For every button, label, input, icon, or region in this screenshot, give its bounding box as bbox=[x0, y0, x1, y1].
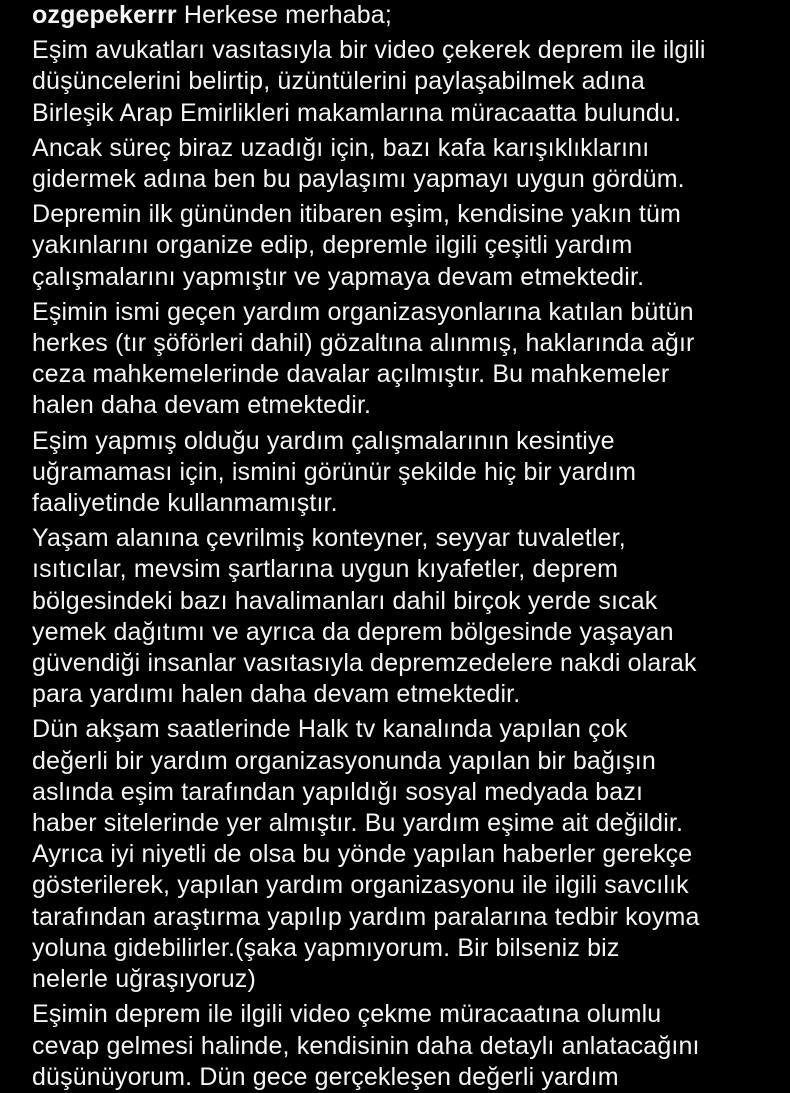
caption-line: Birleşik Arap Emirlikleri makamlarına müracaatta bulundu. bbox=[32, 98, 682, 127]
caption-paragraph bbox=[32, 714, 784, 995]
caption-line: çalışmalarını yapmıştır ve yapmaya devam etmektedir. bbox=[32, 262, 645, 291]
caption-line: Eşimin deprem ile ilgili video çekme müracaatına olumlu bbox=[32, 1000, 662, 1029]
caption-header-line bbox=[32, 0, 784, 31]
caption-line: yakınlarını organize edip, depremle ilgili çeşitli yardım bbox=[32, 231, 633, 260]
caption-line: aslında eşim tarafından yapıldığı sosyal medyada bazı bbox=[32, 777, 644, 806]
caption-line: Dün akşam saatlerinde Halk tv kanalında yapılan çok bbox=[32, 715, 628, 744]
caption-body bbox=[32, 31, 784, 1093]
caption-line: yemek dağıtımı ve ayrıca da deprem bölgesinde yaşayan bbox=[32, 617, 674, 646]
caption-line: Ancak süreç biraz uzadığı için, bazı kafa karışıklıklarını bbox=[32, 133, 650, 162]
caption-line: Eşim yapmış olduğu yardım çalışmalarının kesintiye bbox=[32, 426, 615, 455]
caption-paragraph bbox=[32, 199, 784, 293]
caption-line: haber sitelerinde yer almıştır. Bu yardım eşime ait değildir. bbox=[32, 809, 684, 838]
caption-line: ısıtıcılar, mevsim şartlarına uygun kıyafetler, deprem bbox=[32, 555, 619, 584]
caption-intro-text: Herkese merhaba; bbox=[176, 1, 392, 29]
caption-line: Ayrıca iyi niyetli de olsa bu yönde yapılan haberler gerekçe bbox=[32, 840, 693, 869]
caption-paragraph bbox=[32, 297, 784, 422]
caption-paragraph bbox=[32, 999, 784, 1093]
caption-paragraph bbox=[32, 426, 784, 520]
caption-line: Yaşam alanına çevrilmiş konteyner, seyyar tuvaletler, bbox=[32, 524, 626, 553]
username-link[interactable]: ozgepekerrr bbox=[32, 1, 177, 29]
caption-line: uğramaması için, ismini görünür şekilde hiç bir yardım bbox=[32, 457, 637, 486]
caption-line: Eşim avukatları vasıtasıyla bir video çekerek deprem ile ilgili bbox=[32, 36, 706, 65]
caption-line: Depremin ilk gününden itibaren eşim, kendisine yakın tüm bbox=[32, 200, 682, 229]
caption-line: değerli bir yardım organizasyonunda yapılan bir bağışın bbox=[32, 746, 656, 775]
caption-line: halen daha devam etmektedir. bbox=[32, 391, 372, 420]
caption-line: yoluna gidebilirler.(şaka yapmıyorum. Bir bilseniz biz bbox=[32, 933, 620, 962]
caption-line: herkes (tır şöförleri dahil) gözaltına alınmış, haklarında ağır bbox=[32, 329, 695, 358]
caption-line: ceza mahkemelerinde davalar açılmıştır. Bu mahkemeler bbox=[32, 360, 670, 389]
caption-line: gidermek adına ben bu paylaşımı yapmayı uygun gördüm. bbox=[32, 165, 685, 194]
caption-line: güvendiği insanlar vasıtasıyla depremzedelere nakdi olarak bbox=[32, 649, 697, 678]
caption-paragraph bbox=[32, 523, 784, 710]
caption-line: tarafından araştırma yapılıp yardım paralarına tedbir koyma bbox=[32, 902, 700, 931]
caption-line: bölgesindeki bazı havalimanları dahil birçok yerde sıcak bbox=[32, 586, 658, 615]
caption-paragraph bbox=[32, 35, 784, 129]
caption-line: para yardımı halen daha devam etmektedir. bbox=[32, 680, 521, 709]
post-caption bbox=[32, 0, 784, 1093]
caption-line: düşünüyorum. Dün gece gerçekleşen değerli yardım bbox=[32, 1062, 619, 1091]
caption-line: düşüncelerini belirtip, üzüntülerini paylaşabilmek adına bbox=[32, 67, 645, 96]
caption-line: gösterilerek, yapılan yardım organizasyonu ile ilgili savcılık bbox=[32, 871, 689, 900]
caption-paragraph bbox=[32, 133, 784, 195]
caption-line: cevap gelmesi halinde, kendisinin daha detaylı anlatacağını bbox=[32, 1031, 700, 1060]
caption-line: Eşimin ismi geçen yardım organizasyonlarına katılan bütün bbox=[32, 297, 694, 326]
caption-line: faaliyetinde kullanmamıştır. bbox=[32, 489, 338, 518]
caption-line: nelerle uğraşıyoruz) bbox=[32, 965, 256, 994]
